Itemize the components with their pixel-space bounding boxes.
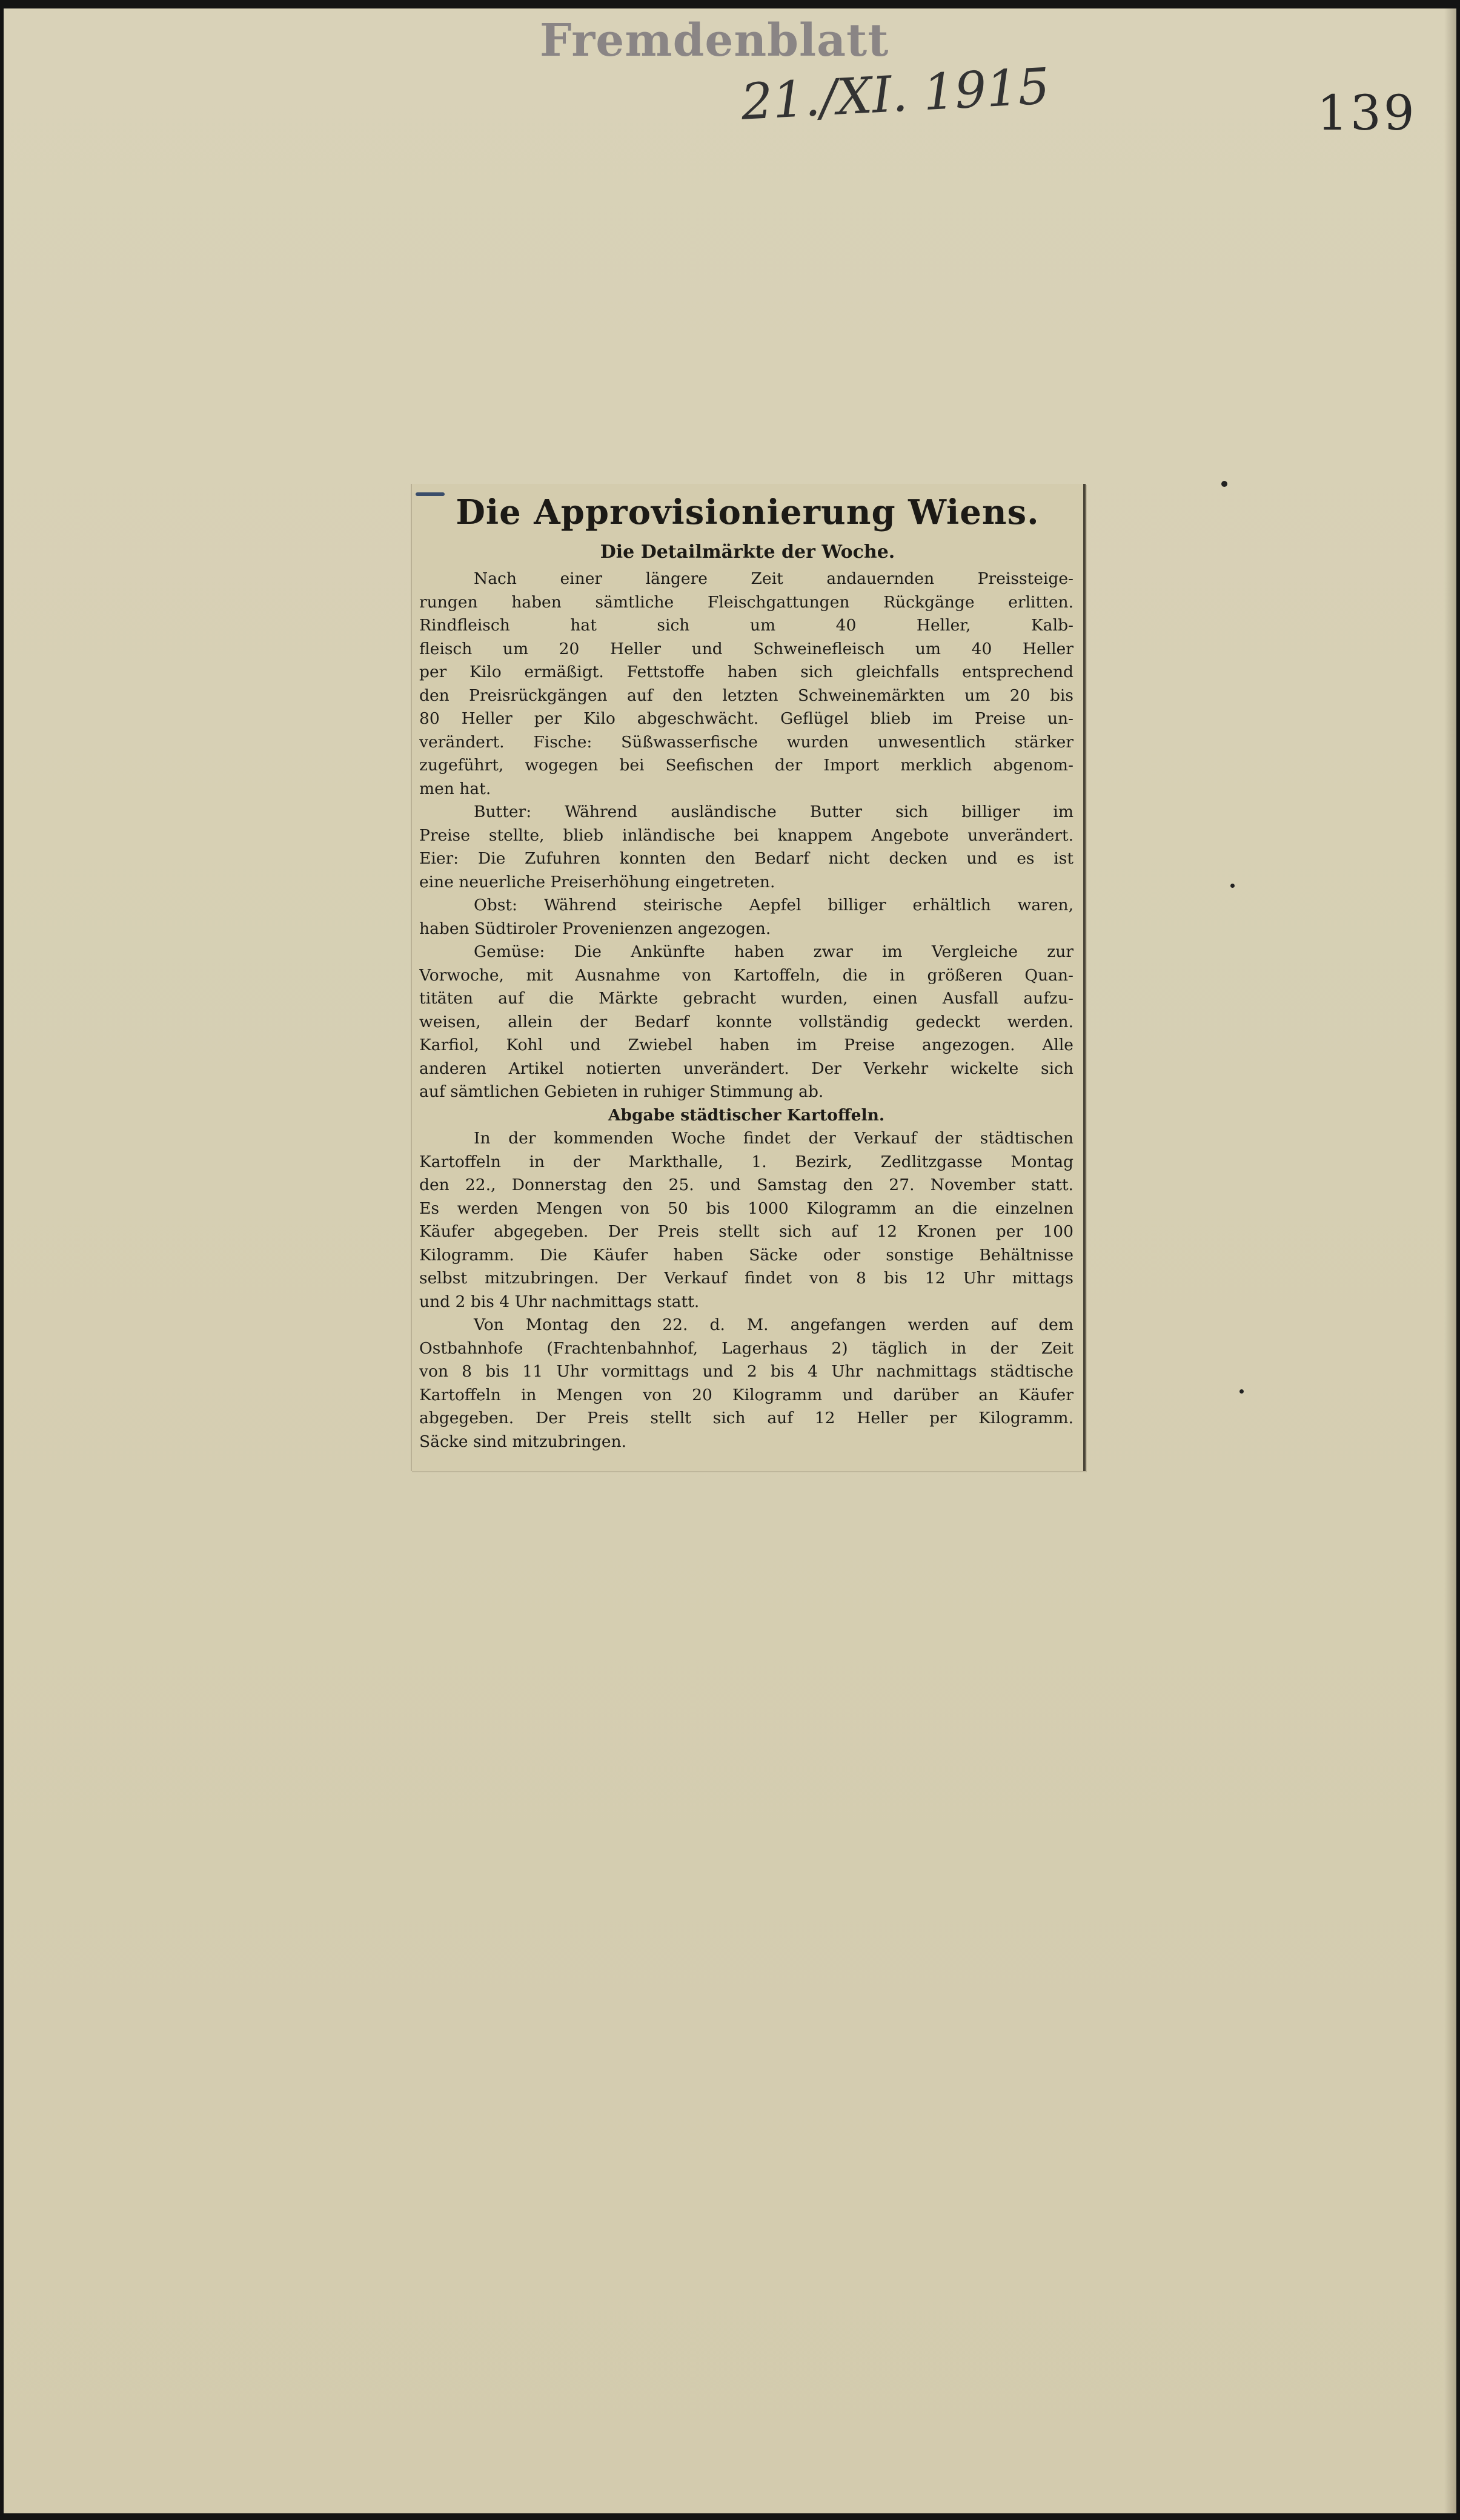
article-line: men hat. <box>419 779 491 798</box>
article-line: Ostbahnhofe (Frachtenbahnhof, Lagerhaus 2) täglich in der Zeit <box>419 1338 1073 1358</box>
article-line: den 22., Donnerstag den 25. und Samstag den 27. November statt. <box>419 1176 1073 1194</box>
article-line: Kartoffeln in Mengen von 20 Kilogramm und darüber an Käufer <box>419 1385 1073 1404</box>
article-line: Rindfleisch hat sich um 40 Heller, Kalb- <box>419 616 1073 635</box>
article-line: Abgabe städtischer Kartoffeln. <box>608 1105 885 1125</box>
article-line: Säcke sind mitzubringen. <box>419 1432 627 1451</box>
article-line: abgegeben. Der Preis stellt sich auf 12 Heller per Kilogramm. <box>419 1409 1073 1427</box>
page-number: 139 <box>1317 85 1417 141</box>
archive-sheet <box>4 8 1456 2513</box>
article-line: Gemüse: Die Ankünfte haben zwar im Vergleiche zur <box>474 942 1073 961</box>
sheet-edge-shadow <box>1444 8 1456 2513</box>
article-line: 80 Heller per Kilo abgeschwächt. Geflügel blieb im Preise un- <box>419 709 1073 728</box>
article-line: per Kilo ermäßigt. Fettstoffe haben sich gleichfalls entsprechend <box>419 663 1073 681</box>
article-line: und 2 bis 4 Uhr nachmittags statt. <box>419 1292 700 1311</box>
article-line: Karfiol, Kohl und Zwiebel haben im Preise angezogen. Alle <box>419 1036 1073 1054</box>
article-line: Preise stellte, blieb inländische bei knappem Angebote unverändert. <box>419 825 1073 845</box>
article-line: Eier: Die Zufuhren konnten den Bedarf nicht decken und es ist <box>419 849 1073 868</box>
article-line: haben Südtiroler Provenienzen angezogen. <box>419 919 771 938</box>
article-line: weisen, allein der Bedarf konnte vollständig gedeckt werden. <box>419 1012 1073 1031</box>
article-line: zugeführt, wogegen bei Seefischen der Import merklich abgenom- <box>419 756 1073 775</box>
article-body <box>419 567 1073 1453</box>
article-line: Nach einer längere Zeit andauernden Preissteige- <box>474 569 1073 588</box>
newspaper-clipping <box>411 484 1086 1471</box>
article-line: Es werden Mengen von 50 bis 1000 Kilogramm an die einzelnen <box>419 1199 1073 1218</box>
newspaper-stamp: Fremdenblatt <box>540 15 889 67</box>
article-line: anderen Artikel notierten unverändert. Der Verkehr wickelte sich <box>419 1059 1073 1078</box>
article-line: In der kommenden Woche findet der Verkauf der städtischen <box>474 1129 1073 1148</box>
article-line: verändert. Fische: Süßwasserfische wurden unwesentlich stärker <box>419 732 1073 752</box>
paper-speck <box>1230 884 1235 888</box>
article-headline: Die Approvisionierung Wiens. <box>456 492 1040 532</box>
article-line: rungen haben sämtliche Fleischgattungen Rückgänge erlitten. <box>419 592 1073 612</box>
article-line: den Preisrückgängen auf den letzten Schweinemärkten um 20 bis <box>419 686 1073 705</box>
article-line: Vorwoche, mit Ausnahme von Kartoffeln, die in größeren Quan- <box>419 965 1073 985</box>
article-line: Kilogramm. Die Käufer haben Säcke oder sonstige Behältnisse <box>419 1245 1073 1265</box>
article-line: Von Montag den 22. d. M. angefangen werden auf dem <box>474 1315 1073 1334</box>
article-line: eine neuerliche Preiserhöhung eingetreten. <box>419 872 775 891</box>
article-line: Butter: Während ausländische Butter sich billiger im <box>474 802 1073 821</box>
article-line: Obst: Während steirische Aepfel billiger erhältlich waren, <box>474 896 1073 914</box>
paper-speck <box>1239 1389 1244 1394</box>
article-line: Käufer abgegeben. Der Preis stellt sich auf 12 Kronen per 100 <box>419 1222 1073 1241</box>
article-line: Kartoffeln in der Markthalle, 1. Bezirk, Zedlitzgasse Montag <box>419 1152 1073 1171</box>
article-line: titäten auf die Märkte gebracht wurden, einen Ausfall aufzu- <box>419 989 1073 1008</box>
paper-speck <box>1221 481 1227 487</box>
article-line: von 8 bis 11 Uhr vormittags und 2 bis 4 Uhr nachmittags städtische <box>419 1362 1073 1381</box>
article-line: selbst mitzubringen. Der Verkauf findet von 8 bis 12 Uhr mittags <box>419 1269 1073 1288</box>
article-line: fleisch um 20 Heller und Schweinefleisch um 40 Heller <box>419 639 1073 658</box>
handwritten-date: 21./XI. 1915 <box>740 58 1051 131</box>
article-line: auf sämtlichen Gebieten in ruhiger Stimmung ab. <box>419 1082 824 1101</box>
article-subheadline: Die Detailmärkte der Woche. <box>600 541 895 563</box>
